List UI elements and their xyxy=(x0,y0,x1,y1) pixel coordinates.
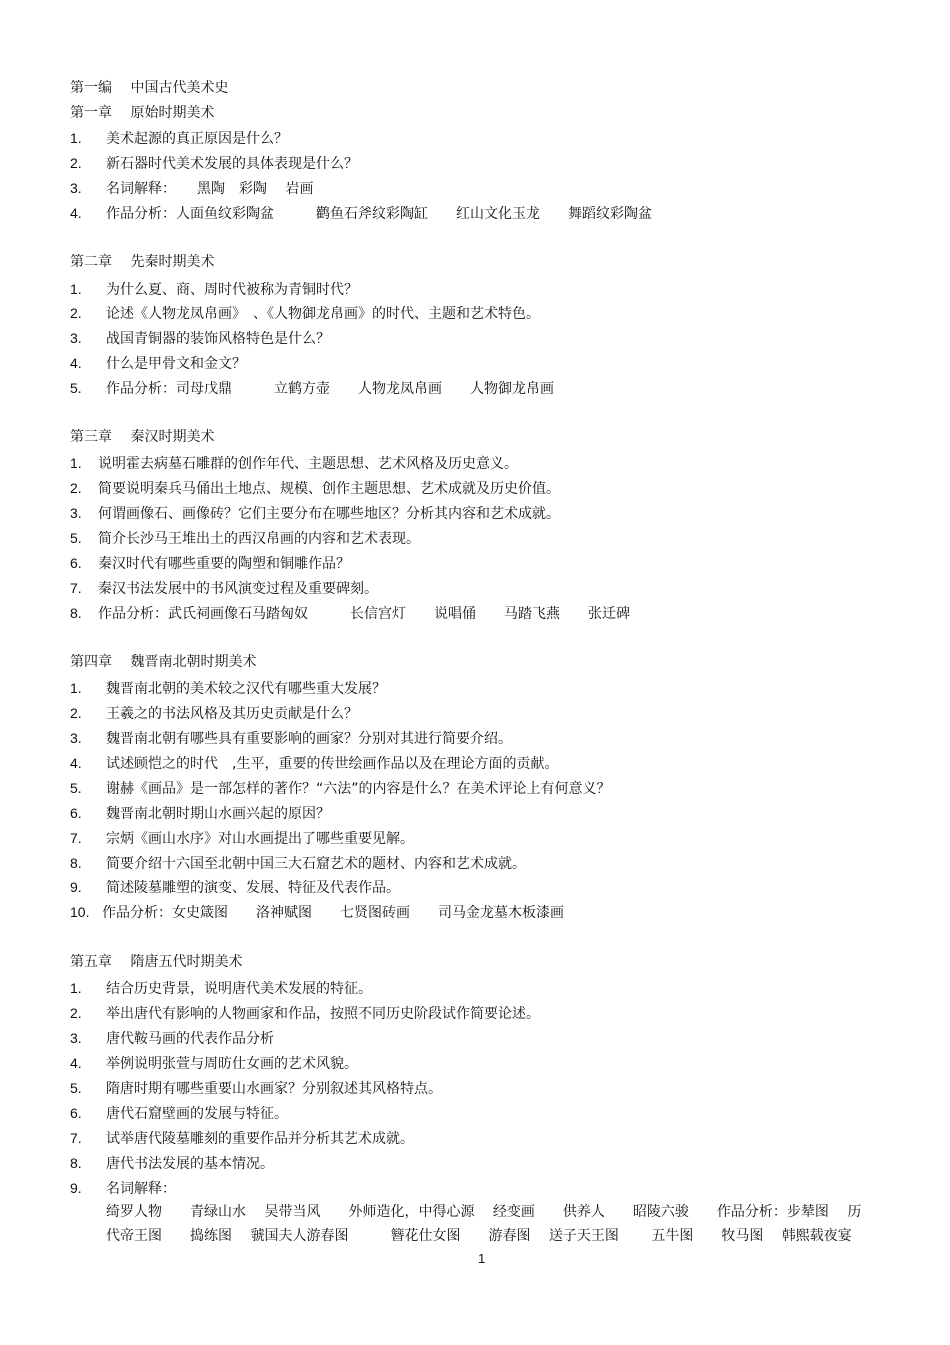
item-text: 试举唐代陵墓雕刻的重要作品并分析其艺术成就。 xyxy=(106,1131,414,1147)
item-number: 5. xyxy=(70,380,82,396)
item-text: 结合历史背景，说明唐代美术发展的特征。 xyxy=(106,981,372,997)
item-text: 试述顾恺之的时代 ,生平，重要的传世绘画作品以及在理论方面的贡献。 xyxy=(106,756,559,772)
item-text: 魏晋南北朝时期山水画兴起的原因？ xyxy=(106,806,330,822)
item-text: 唐代石窟壁画的发展与特征。 xyxy=(106,1106,288,1122)
item-number: 10. xyxy=(70,904,90,920)
list-item xyxy=(70,877,400,897)
item-text: 举出唐代有影响的人物画家和作品，按照不同历史阶段试作简要论述。 xyxy=(106,1006,540,1022)
list-item xyxy=(70,603,630,623)
item-number: 7. xyxy=(70,1130,82,1146)
item-number: 5. xyxy=(70,1080,82,1096)
item-text: 简要介绍十六国至北朝中国三大石窟艺术的题材、内容和艺术成就。 xyxy=(106,856,526,872)
item-number: 6. xyxy=(70,805,82,821)
list-item xyxy=(70,303,540,323)
list-item xyxy=(70,1153,274,1173)
item-text: 说明霍去病墓石雕群的创作年代、主题思想、艺术风格及历史意义。 xyxy=(98,456,518,472)
list-item xyxy=(70,828,414,848)
list-item xyxy=(70,128,288,148)
item-text: 战国青铜器的装饰风格特色是什么？ xyxy=(106,331,330,347)
item-text: 新石器时代美术发展的具体表现是什么？ xyxy=(106,156,358,172)
item-number: 3. xyxy=(70,330,82,346)
item-text: 名词解释： xyxy=(106,1181,176,1197)
term-list-line: 代帝王图 捣练图 虢国夫人游春图 簪花仕女图 游春图 送子天王图 五牛图 牧马图 韩熙载夜宴 xyxy=(106,1228,852,1244)
item-number: 1. xyxy=(70,455,82,471)
list-item xyxy=(70,453,518,473)
item-number: 1. xyxy=(70,281,82,297)
list-item xyxy=(70,1028,274,1048)
item-number: 1. xyxy=(70,130,82,146)
item-text: 隋唐时期有哪些重要山水画家？分别叙述其风格特点。 xyxy=(106,1081,442,1097)
item-text: 作品分析：司母戊鼎 立鹤方壶 人物龙凤帛画 人物御龙帛画 xyxy=(106,381,554,397)
item-text: 唐代鞍马画的代表作品分析 xyxy=(106,1031,274,1047)
item-number: 7. xyxy=(70,580,82,596)
list-item xyxy=(70,503,560,523)
item-number: 6. xyxy=(70,555,82,571)
list-item xyxy=(70,778,611,798)
item-number: 5. xyxy=(70,780,82,796)
item-number: 8. xyxy=(70,605,82,621)
page-number: 1 xyxy=(478,1251,486,1266)
item-number: 2. xyxy=(70,705,82,721)
item-text: 美术起源的真正原因是什么？ xyxy=(106,131,288,147)
list-item xyxy=(70,853,526,873)
item-text: 简要说明秦兵马俑出土地点、规模、创作主题思想、艺术成就及历史价值。 xyxy=(98,481,560,497)
item-number: 3. xyxy=(70,505,82,521)
item-text: 为什么夏、商、周时代被称为青铜时代？ xyxy=(106,282,358,298)
list-item xyxy=(70,1053,358,1073)
part-title: 第一编 中国古代美术史 xyxy=(70,80,229,96)
item-number: 2. xyxy=(70,305,82,321)
list-item xyxy=(70,753,558,773)
chapter-title: 第二章 先秦时期美术 xyxy=(70,254,215,270)
item-text: 什么是甲骨文和金文？ xyxy=(106,356,246,372)
list-item xyxy=(70,803,330,823)
list-item xyxy=(70,178,313,198)
list-item xyxy=(70,1178,176,1198)
list-item xyxy=(70,728,512,748)
list-item xyxy=(70,703,358,723)
item-number: 9. xyxy=(70,1180,82,1196)
list-item xyxy=(70,478,560,498)
item-text: 宗炳《画山水序》对山水画提出了哪些重要见解。 xyxy=(106,831,414,847)
item-number: 2. xyxy=(70,1005,82,1021)
item-number: 4. xyxy=(70,755,82,771)
list-item xyxy=(70,553,350,573)
list-item xyxy=(70,153,358,173)
item-text: 魏晋南北朝有哪些具有重要影响的画家？分别对其进行简要介绍。 xyxy=(106,731,512,747)
item-number: 2. xyxy=(70,155,82,171)
item-text: 王羲之的书法风格及其历史贡献是什么？ xyxy=(106,706,358,722)
list-item xyxy=(70,1078,442,1098)
item-text: 名词解释： 黑陶 彩陶 岩画 xyxy=(106,181,314,197)
list-item xyxy=(70,678,386,698)
list-item xyxy=(70,578,378,598)
list-item xyxy=(70,279,358,299)
item-text: 简述陵墓雕塑的演变、发展、特征及代表作品。 xyxy=(106,880,400,896)
chapter-title: 第三章 秦汉时期美术 xyxy=(70,429,215,445)
list-item xyxy=(70,1103,288,1123)
item-text: 何谓画像石、画像砖？它们主要分布在哪些地区？分析其内容和艺术成就。 xyxy=(98,506,560,522)
item-text: 作品分析：女史箴图 洛神赋图 七贤图砖画 司马金龙墓木板漆画 xyxy=(102,905,564,921)
item-number: 3. xyxy=(70,180,82,196)
item-number: 6. xyxy=(70,1105,82,1121)
item-number: 8. xyxy=(70,1155,82,1171)
list-item xyxy=(70,328,330,348)
item-number: 9. xyxy=(70,879,82,895)
chapter-title: 第四章 魏晋南北朝时期美术 xyxy=(70,654,257,670)
list-item xyxy=(70,378,554,398)
list-item xyxy=(70,1128,414,1148)
term-list-line: 绮罗人物 青绿山水 吴带当风 外师造化，中得心源 经变画 供养人 昭陵六骏 作品分析：步辇图 历 xyxy=(106,1204,862,1220)
item-number: 8. xyxy=(70,855,82,871)
item-text: 谢赫《画品》是一部怎样的著作？“六法”的内容是什么？在美术评论上有何意义？ xyxy=(106,781,611,797)
item-text: 魏晋南北朝的美术较之汉代有哪些重大发展？ xyxy=(106,681,386,697)
item-text: 简介长沙马王堆出土的西汉帛画的内容和艺术表现。 xyxy=(98,531,420,547)
list-item xyxy=(70,978,372,998)
item-number: 3. xyxy=(70,730,82,746)
list-item xyxy=(70,528,420,548)
list-item xyxy=(70,353,246,373)
item-text: 秦汉书法发展中的书风演变过程及重要碑刻。 xyxy=(98,581,378,597)
item-number: 2. xyxy=(70,480,82,496)
item-text: 秦汉时代有哪些重要的陶塑和铜雕作品？ xyxy=(98,556,350,572)
list-item xyxy=(70,203,652,223)
list-item xyxy=(70,1003,540,1023)
item-text: 作品分析：人面鱼纹彩陶盆 鹳鱼石斧纹彩陶缸 红山文化玉龙 舞蹈纹彩陶盆 xyxy=(106,206,652,222)
item-number: 4. xyxy=(70,205,82,221)
item-number: 7. xyxy=(70,830,82,846)
item-number: 4. xyxy=(70,1055,82,1071)
chapter-title: 第一章 原始时期美术 xyxy=(70,105,215,121)
item-number: 4. xyxy=(70,355,82,371)
list-item xyxy=(70,902,564,922)
item-number: 1. xyxy=(70,980,82,996)
chapter-title: 第五章 隋唐五代时期美术 xyxy=(70,954,243,970)
item-text: 唐代书法发展的基本情况。 xyxy=(106,1156,274,1172)
item-text: 论述《人物龙凤帛画》 、《人物御龙帛画》的时代、主题和艺术特色。 xyxy=(106,306,540,322)
item-number: 5. xyxy=(70,530,82,546)
item-text: 举例说明张萱与周昉仕女画的艺术风貌。 xyxy=(106,1056,358,1072)
item-text: 作品分析：武氏祠画像石马踏匈奴 长信宫灯 说唱俑 马踏飞燕 张迁碑 xyxy=(98,606,630,622)
item-number: 3. xyxy=(70,1030,82,1046)
item-number: 1. xyxy=(70,680,82,696)
